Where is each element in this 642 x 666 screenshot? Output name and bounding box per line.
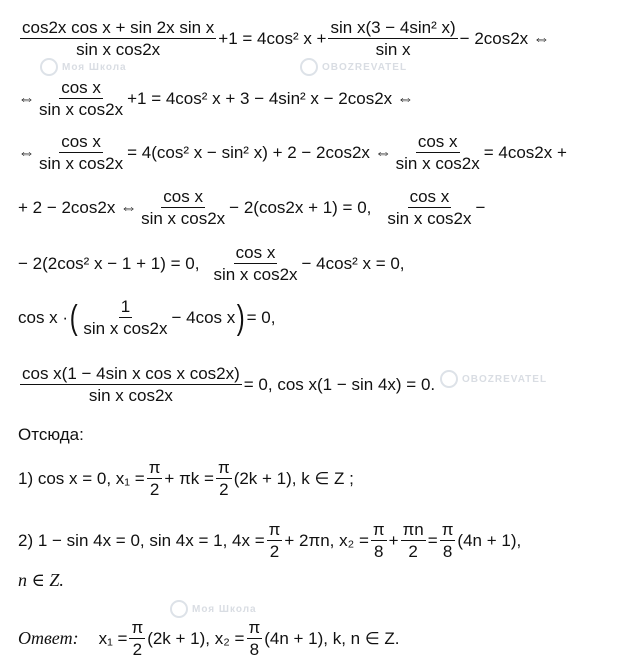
expression: = 0, cos x(1 − sin 4x) = 0.: [243, 374, 436, 394]
expression: cos x ·: [18, 307, 69, 327]
fraction: [216, 458, 232, 499]
numerator: π: [268, 520, 281, 539]
numerator: cos x: [163, 187, 203, 206]
denominator: sin x cos2x: [141, 209, 226, 228]
label: Отсюда:: [18, 425, 84, 444]
denominator: 8: [442, 542, 453, 561]
expression: + 2 − 2cos2x ⇔: [18, 197, 138, 217]
denominator: 2: [149, 480, 160, 499]
expression: − 2(2cos² x − 1 + 1) = 0,: [18, 253, 200, 273]
fraction: [371, 520, 387, 561]
equation-line-6: [18, 297, 275, 338]
denominator: sin x cos2x: [39, 154, 124, 173]
expression: +1 = 4cos² x + 3 − 4sin² x − 2cos2x ⇔: [127, 88, 414, 108]
expression: ⇔: [18, 142, 35, 162]
answer-label: Ответ:: [18, 628, 79, 648]
expression: ⇔: [18, 88, 35, 108]
denominator: 2: [219, 480, 229, 499]
fraction: [20, 364, 242, 405]
expression: x₁ =: [98, 628, 128, 648]
numerator: πn: [402, 520, 424, 539]
numerator: cos x(1 − 4sin x cos x cos2x): [22, 364, 240, 383]
fraction: [394, 132, 482, 173]
expression: = 0,: [246, 307, 276, 327]
watermark-text: OBOZREVATEL: [462, 373, 548, 385]
watermark-logo-icon: [170, 600, 188, 618]
fraction: [247, 618, 263, 659]
numerator: sin x(3 − 4sin² x): [330, 18, 456, 37]
numerator: π: [441, 520, 454, 539]
fraction: [37, 78, 125, 119]
numerator: π: [148, 458, 161, 477]
equation-line-case-1: [18, 458, 354, 499]
equation-line-1: [18, 18, 550, 59]
denominator: 8: [249, 640, 260, 659]
expression: n ∈ Z.: [18, 570, 64, 590]
numerator: cos x: [61, 132, 101, 151]
fraction: [211, 243, 299, 284]
expression: (2k + 1), k ∈ Z ;: [233, 468, 354, 488]
numerator: cos x: [235, 243, 276, 262]
fraction: [37, 132, 125, 173]
watermark-text: Моя Школа: [62, 61, 127, 73]
fraction: [20, 18, 216, 59]
expression: − 2cos2x ⇔: [459, 28, 550, 48]
expression: (4n + 1), k, n ∈ Z.: [264, 628, 400, 648]
watermark: [40, 58, 127, 76]
numerator: 1: [120, 297, 131, 316]
numerator: cos x: [61, 78, 101, 97]
numerator: cos x: [417, 132, 458, 151]
denominator: sin x cos2x: [387, 209, 472, 228]
fraction: [440, 520, 456, 561]
watermark-logo-icon: [300, 58, 318, 76]
expression: − 2(cos2x + 1) = 0,: [229, 197, 372, 217]
denominator: 2: [408, 542, 418, 561]
expression: +1 = 4cos² x +: [218, 28, 327, 48]
numerator: π: [217, 458, 230, 477]
watermark: [170, 600, 257, 618]
denominator: 2: [269, 542, 280, 561]
denominator: 8: [374, 542, 384, 561]
expression: − 4cos² x = 0,: [301, 253, 405, 273]
watermark-text: OBOZREVATEL: [322, 61, 408, 73]
equation-line-7: [18, 364, 435, 405]
expression: =: [427, 530, 438, 550]
watermark-text: Моя Школа: [192, 603, 257, 615]
numerator: π: [131, 618, 144, 637]
expression: (2k + 1), x₂ =: [147, 628, 245, 648]
numerator: π: [372, 520, 385, 539]
denominator: sin x cos2x: [83, 319, 168, 338]
numerator: cos x: [409, 187, 450, 206]
denominator: sin x cos2x: [76, 40, 161, 59]
numerator: cos2x cos x + sin 2x sin x: [22, 18, 215, 37]
denominator: sin x cos2x: [88, 386, 173, 405]
equation-line-3: [18, 132, 567, 173]
equation-line-2: [18, 78, 414, 119]
expression: +: [388, 530, 399, 550]
heading-otsyuda: [18, 425, 84, 445]
fraction: [267, 520, 283, 561]
fraction: [385, 187, 473, 228]
fraction: [147, 458, 163, 499]
denominator: sin x cos2x: [39, 100, 124, 119]
expression: + 2πn, x₂ =: [284, 530, 369, 550]
fraction: [328, 18, 457, 59]
expression: = 4cos2x +: [483, 142, 567, 162]
answer-line: [18, 618, 400, 659]
equation-line-case-2-domain: [18, 570, 64, 591]
watermark: [300, 58, 407, 76]
expression: − 4cos x: [171, 307, 236, 327]
equation-line-case-2: [18, 520, 521, 561]
equation-line-5: [18, 243, 405, 284]
denominator: sin x cos2x: [213, 265, 298, 284]
fraction: [139, 187, 227, 228]
expression: 2) 1 − sin 4x = 0, sin 4x = 1, 4x =: [18, 530, 265, 550]
expression: = 4(cos² x − sin² x) + 2 − 2cos2x ⇔: [127, 142, 392, 162]
numerator: π: [248, 618, 261, 637]
watermark: [440, 370, 547, 388]
fraction: [81, 297, 169, 338]
expression: −: [475, 197, 486, 217]
watermark-logo-icon: [40, 58, 58, 76]
left-paren: (: [69, 298, 78, 337]
equation-line-4: [18, 187, 485, 228]
watermark-logo-icon: [440, 370, 458, 388]
expression: 1) cos x = 0, x₁ =: [18, 468, 145, 488]
fraction: [401, 520, 426, 561]
denominator: sin x cos2x: [395, 154, 480, 173]
right-paren: ): [236, 298, 245, 337]
denominator: 2: [132, 640, 143, 659]
fraction: [129, 618, 145, 659]
expression: (4n + 1),: [457, 530, 522, 550]
expression: + πk =: [164, 468, 214, 488]
denominator: sin x: [375, 40, 411, 59]
